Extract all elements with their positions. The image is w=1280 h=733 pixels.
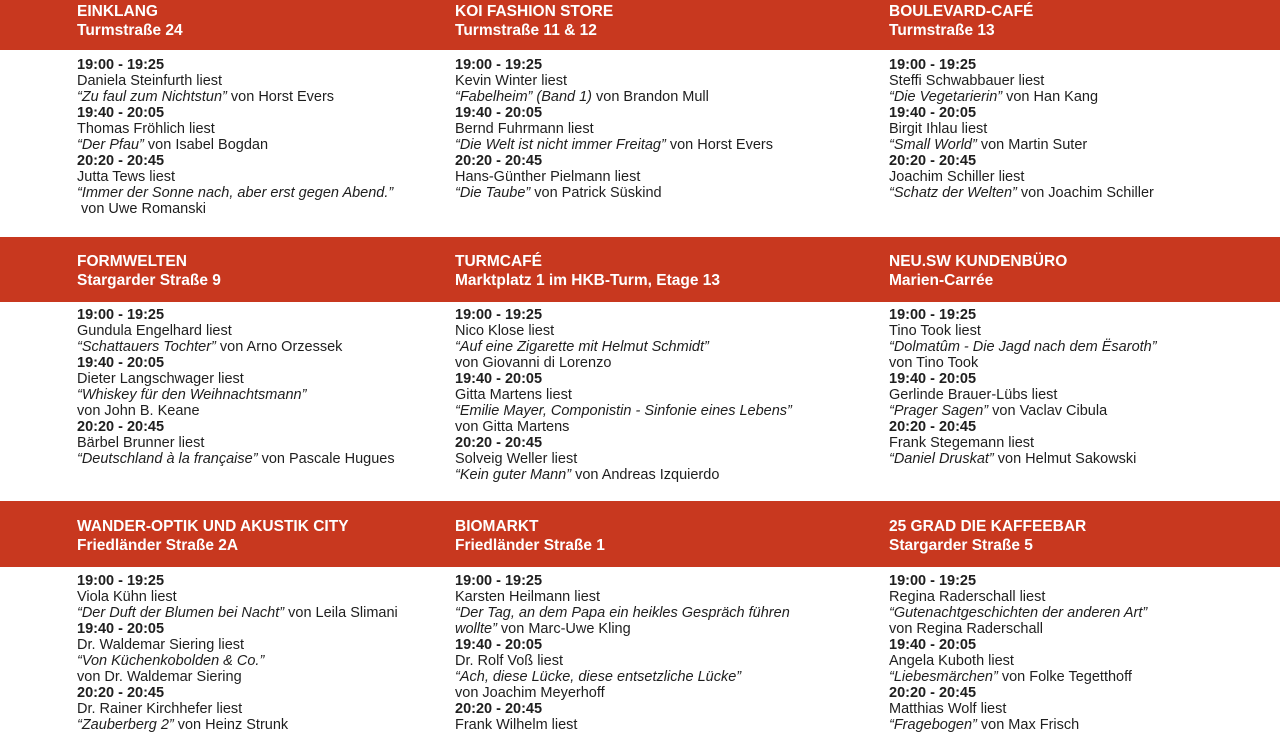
book-author: von Joachim Schiller <box>1016 185 1154 201</box>
book-author: von John B. Keane <box>77 403 200 419</box>
reader-name: Frank Wilhelm liest <box>455 717 578 733</box>
reader-name: Karsten Heilmann liest <box>455 589 601 605</box>
venue-address: Turmstraße 11 & 12 <box>455 22 597 39</box>
reading-slot <box>455 637 835 701</box>
reading-slot <box>455 701 835 733</box>
book-line <box>889 403 1259 419</box>
book-line <box>889 451 1259 467</box>
book-title: “Prager Sagen” <box>889 403 989 419</box>
reader-name: Dr. Rainer Kirchhefer liest <box>77 701 243 717</box>
book-line <box>77 339 427 355</box>
venue-header <box>77 2 427 40</box>
book-author: von Arno Orzessek <box>215 339 343 355</box>
venue-address: Stargarder Straße 9 <box>77 272 221 289</box>
slot-time: 19:00 - 19:25 <box>77 573 165 589</box>
book-title: “Daniel Druskat” <box>889 451 994 467</box>
book-title: “Die Taube” <box>455 185 531 201</box>
book-author: von Tino Took <box>889 355 979 371</box>
reading-slot <box>77 419 427 467</box>
reading-slot <box>889 57 1259 105</box>
venue-address: Turmstraße 24 <box>77 22 183 39</box>
reader-name: Gerlinde Brauer-Lübs liest <box>889 387 1058 403</box>
slot-time: 20:20 - 20:45 <box>77 685 165 701</box>
book-line <box>889 605 1259 637</box>
reading-slot <box>77 621 427 685</box>
reader-name: Birgit Ihlau liest <box>889 121 988 137</box>
book-author: von Dr. Waldemar Siering <box>77 669 242 685</box>
venue-name: WANDER-OPTIK UND AKUSTIK CITY <box>77 518 349 535</box>
slot-time: 19:00 - 19:25 <box>455 573 543 589</box>
reading-slot <box>455 573 835 637</box>
reader-name: Gitta Martens liest <box>455 387 572 403</box>
reader-name: Steffi Schwabbauer liest <box>889 73 1045 89</box>
book-title: “Small World” <box>889 137 977 153</box>
book-title: “Dolmatûm - Die Jagd nach dem Ësaroth” <box>889 339 1157 355</box>
book-title: “Fabelheim” (Band 1) <box>455 89 592 105</box>
book-line <box>455 403 835 435</box>
book-line <box>455 467 835 483</box>
book-line <box>455 137 835 153</box>
venue-program <box>77 57 427 217</box>
reading-slot <box>77 685 427 733</box>
book-author: von Vaclav Cibula <box>988 403 1108 419</box>
venue-program <box>455 573 835 733</box>
book-author: von Giovanni di Lorenzo <box>455 355 612 371</box>
venue-program <box>77 307 427 467</box>
slot-time: 19:00 - 19:25 <box>455 307 543 323</box>
book-author: von Marc-Uwe Kling <box>496 621 631 637</box>
reading-slot <box>455 435 835 483</box>
book-author: von Uwe Romanski <box>77 201 206 217</box>
reader-name: Tino Took liest <box>889 323 981 339</box>
reader-name: Kevin Winter liest <box>455 73 568 89</box>
slot-time: 20:20 - 20:45 <box>889 685 977 701</box>
reader-name: Dr. Waldemar Siering liest <box>77 637 245 653</box>
book-author: von Leila Slimani <box>284 605 398 621</box>
reading-slot <box>455 371 835 435</box>
book-line <box>77 185 427 217</box>
book-author: von Martin Suter <box>976 137 1088 153</box>
reading-slot <box>889 371 1259 419</box>
venue-header <box>889 252 1259 290</box>
book-title: “Deutschland à la française” <box>77 451 258 467</box>
book-author: von Han Kang <box>1002 89 1099 105</box>
reader-name: Viola Kühn liest <box>77 589 177 605</box>
slot-time: 20:20 - 20:45 <box>889 419 977 435</box>
venue-header <box>455 517 835 555</box>
book-line <box>455 339 835 371</box>
reading-slot <box>77 307 427 355</box>
book-line <box>889 137 1259 153</box>
venue-name: 25 GRAD DIE KAFFEEBAR <box>889 518 1087 535</box>
book-author: von Max Frisch <box>976 717 1080 733</box>
slot-time: 20:20 - 20:45 <box>77 419 165 435</box>
book-line <box>455 89 835 105</box>
venue-program <box>889 57 1259 201</box>
venue-program <box>889 573 1259 733</box>
book-line <box>889 339 1259 371</box>
book-title: “Fragebogen” <box>889 717 977 733</box>
reader-name: Dieter Langschwager liest <box>77 371 244 387</box>
book-author: von Helmut Sakowski <box>993 451 1137 467</box>
book-author: von Patrick Süskind <box>530 185 662 201</box>
slot-time: 19:40 - 20:05 <box>455 637 543 653</box>
slot-time: 20:20 - 20:45 <box>455 153 543 169</box>
venue-program <box>455 57 835 201</box>
book-title: “Gutenachtgeschichten der anderen Art” <box>889 605 1148 621</box>
reader-name: Daniela Steinfurth liest <box>77 73 223 89</box>
reader-name: Joachim Schiller liest <box>889 169 1025 185</box>
book-title: “Emilie Mayer, Componistin - Sinfonie eines Lebens” <box>455 403 792 419</box>
venue-name: NEU.SW KUNDENBÜRO <box>889 253 1068 270</box>
slot-time: 19:40 - 20:05 <box>77 621 165 637</box>
book-author: von Regina Raderschall <box>889 621 1043 637</box>
slot-time: 19:00 - 19:25 <box>889 57 977 73</box>
reading-slot <box>889 685 1259 733</box>
book-line <box>77 653 427 685</box>
book-author: von Horst Evers <box>665 137 773 153</box>
book-author: von Horst Evers <box>226 89 335 105</box>
reader-name: Regina Raderschall liest <box>889 589 1046 605</box>
book-title: “Die Welt ist nicht immer Freitag” <box>455 137 666 153</box>
reading-slot <box>455 105 835 153</box>
slot-time: 20:20 - 20:45 <box>455 701 543 717</box>
slot-time: 19:00 - 19:25 <box>77 57 165 73</box>
reading-slot <box>77 57 427 105</box>
reader-name: Hans-Günther Pielmann liest <box>455 169 641 185</box>
reading-slot <box>889 419 1259 467</box>
book-line <box>77 137 427 153</box>
reading-slot <box>889 637 1259 685</box>
book-title: “Ach, diese Lücke, diese entsetzliche Lücke” <box>455 669 742 685</box>
book-title: “Schattauers Tochter” <box>77 339 216 355</box>
reader-name: Nico Klose liest <box>455 323 555 339</box>
book-line <box>77 387 427 419</box>
slot-time: 20:20 - 20:45 <box>77 153 165 169</box>
venue-header <box>77 252 427 290</box>
slot-time: 19:00 - 19:25 <box>77 307 165 323</box>
book-line <box>455 185 835 201</box>
venue-program <box>455 307 835 483</box>
reading-slot <box>889 153 1259 201</box>
venue-header <box>889 517 1259 555</box>
reading-slot <box>889 105 1259 153</box>
book-line <box>889 717 1259 733</box>
reader-name: Bernd Fuhrmann liest <box>455 121 594 137</box>
book-title: “Der Pfau” <box>77 137 144 153</box>
book-author: von Joachim Meyerhoff <box>455 685 605 701</box>
reader-name: Thomas Fröhlich liest <box>77 121 215 137</box>
venue-name: EINKLANG <box>77 3 158 20</box>
venue-program <box>77 573 427 733</box>
book-author: von Pascale Hugues <box>257 451 395 467</box>
venue-name: TURMCAFÉ <box>455 253 542 270</box>
slot-time: 19:40 - 20:05 <box>889 637 977 653</box>
slot-time: 19:00 - 19:25 <box>889 573 977 589</box>
book-author: von Folke Tegetthoff <box>997 669 1132 685</box>
book-title: “Der Duft der Blumen bei Nacht” <box>77 605 285 621</box>
venue-name: BOULEVARD-CAFÉ <box>889 3 1034 20</box>
reader-name: Gundula Engelhard liest <box>77 323 232 339</box>
book-line <box>889 669 1259 685</box>
reading-slot <box>77 153 427 217</box>
venue-address: Turmstraße 13 <box>889 22 995 39</box>
book-title: “Schatz der Welten” <box>889 185 1017 201</box>
book-line <box>889 185 1259 201</box>
book-title: “Zauberberg 2” <box>77 717 174 733</box>
book-line <box>77 89 427 105</box>
book-line <box>455 669 835 701</box>
reading-slot <box>889 573 1259 637</box>
book-title: “Von Küchenkobolden & Co.” <box>77 653 265 669</box>
book-author: von Brandon Mull <box>592 89 709 105</box>
venue-address: Friedländer Straße 1 <box>455 537 605 554</box>
reading-slot <box>77 105 427 153</box>
book-title: “Whiskey für den Weihnachtsmann” <box>77 387 307 403</box>
venue-header <box>77 517 427 555</box>
slot-time: 19:40 - 20:05 <box>77 105 165 121</box>
venue-address: Stargarder Straße 5 <box>889 537 1033 554</box>
book-line <box>77 717 427 733</box>
book-title: “Immer der Sonne nach, aber erst gegen Abend.” <box>77 185 394 201</box>
slot-time: 20:20 - 20:45 <box>455 435 543 451</box>
venue-address: Friedländer Straße 2A <box>77 537 239 554</box>
reader-name: Bärbel Brunner liest <box>77 435 205 451</box>
slot-time: 19:00 - 19:25 <box>889 307 977 323</box>
book-author: von Heinz Strunk <box>173 717 289 733</box>
reading-slot <box>455 307 835 371</box>
reader-name: Matthias Wolf liest <box>889 701 1007 717</box>
slot-time: 20:20 - 20:45 <box>889 153 977 169</box>
book-line <box>455 605 835 637</box>
slot-time: 19:40 - 20:05 <box>77 355 165 371</box>
slot-time: 19:40 - 20:05 <box>455 371 543 387</box>
book-title: “Liebesmärchen” <box>889 669 998 685</box>
book-line <box>77 605 427 621</box>
slot-time: 19:40 - 20:05 <box>455 105 543 121</box>
venue-name: BIOMARKT <box>455 518 539 535</box>
book-author: von Andreas Izquierdo <box>571 467 720 483</box>
reader-name: Dr. Rolf Voß liest <box>455 653 563 669</box>
venue-header <box>455 2 835 40</box>
venue-address: Marien-Carrée <box>889 272 994 289</box>
venue-name: KOI FASHION STORE <box>455 3 614 20</box>
book-title: “Der Tag, an dem Papa ein heikles Gespräch führen wollte” <box>455 605 790 637</box>
reading-slot <box>77 355 427 419</box>
book-title: “Die Vegetarierin” <box>889 89 1003 105</box>
reader-name: Angela Kuboth liest <box>889 653 1014 669</box>
book-line <box>889 89 1259 105</box>
venue-header <box>889 2 1259 40</box>
reading-slot <box>77 573 427 621</box>
reading-slot <box>889 307 1259 371</box>
book-title: “Auf eine Zigarette mit Helmut Schmidt” <box>455 339 709 355</box>
book-title: “Zu faul zum Nichtstun” <box>77 89 227 105</box>
reading-slot <box>455 153 835 201</box>
slot-time: 19:40 - 20:05 <box>889 371 977 387</box>
reader-name: Frank Stegemann liest <box>889 435 1035 451</box>
venue-header <box>455 252 835 290</box>
venue-program <box>889 307 1259 467</box>
book-line <box>77 451 427 467</box>
book-author: von Gitta Martens <box>455 419 570 435</box>
book-author: von Isabel Bogdan <box>143 137 269 153</box>
slot-time: 19:00 - 19:25 <box>455 57 543 73</box>
venue-address: Marktplatz 1 im HKB-Turm, Etage 13 <box>455 272 720 289</box>
venue-name: FORMWELTEN <box>77 253 187 270</box>
reader-name: Solveig Weller liest <box>455 451 578 467</box>
slot-time: 19:40 - 20:05 <box>889 105 977 121</box>
reader-name: Jutta Tews liest <box>77 169 176 185</box>
reading-slot <box>455 57 835 105</box>
book-title: “Kein guter Mann” <box>455 467 572 483</box>
